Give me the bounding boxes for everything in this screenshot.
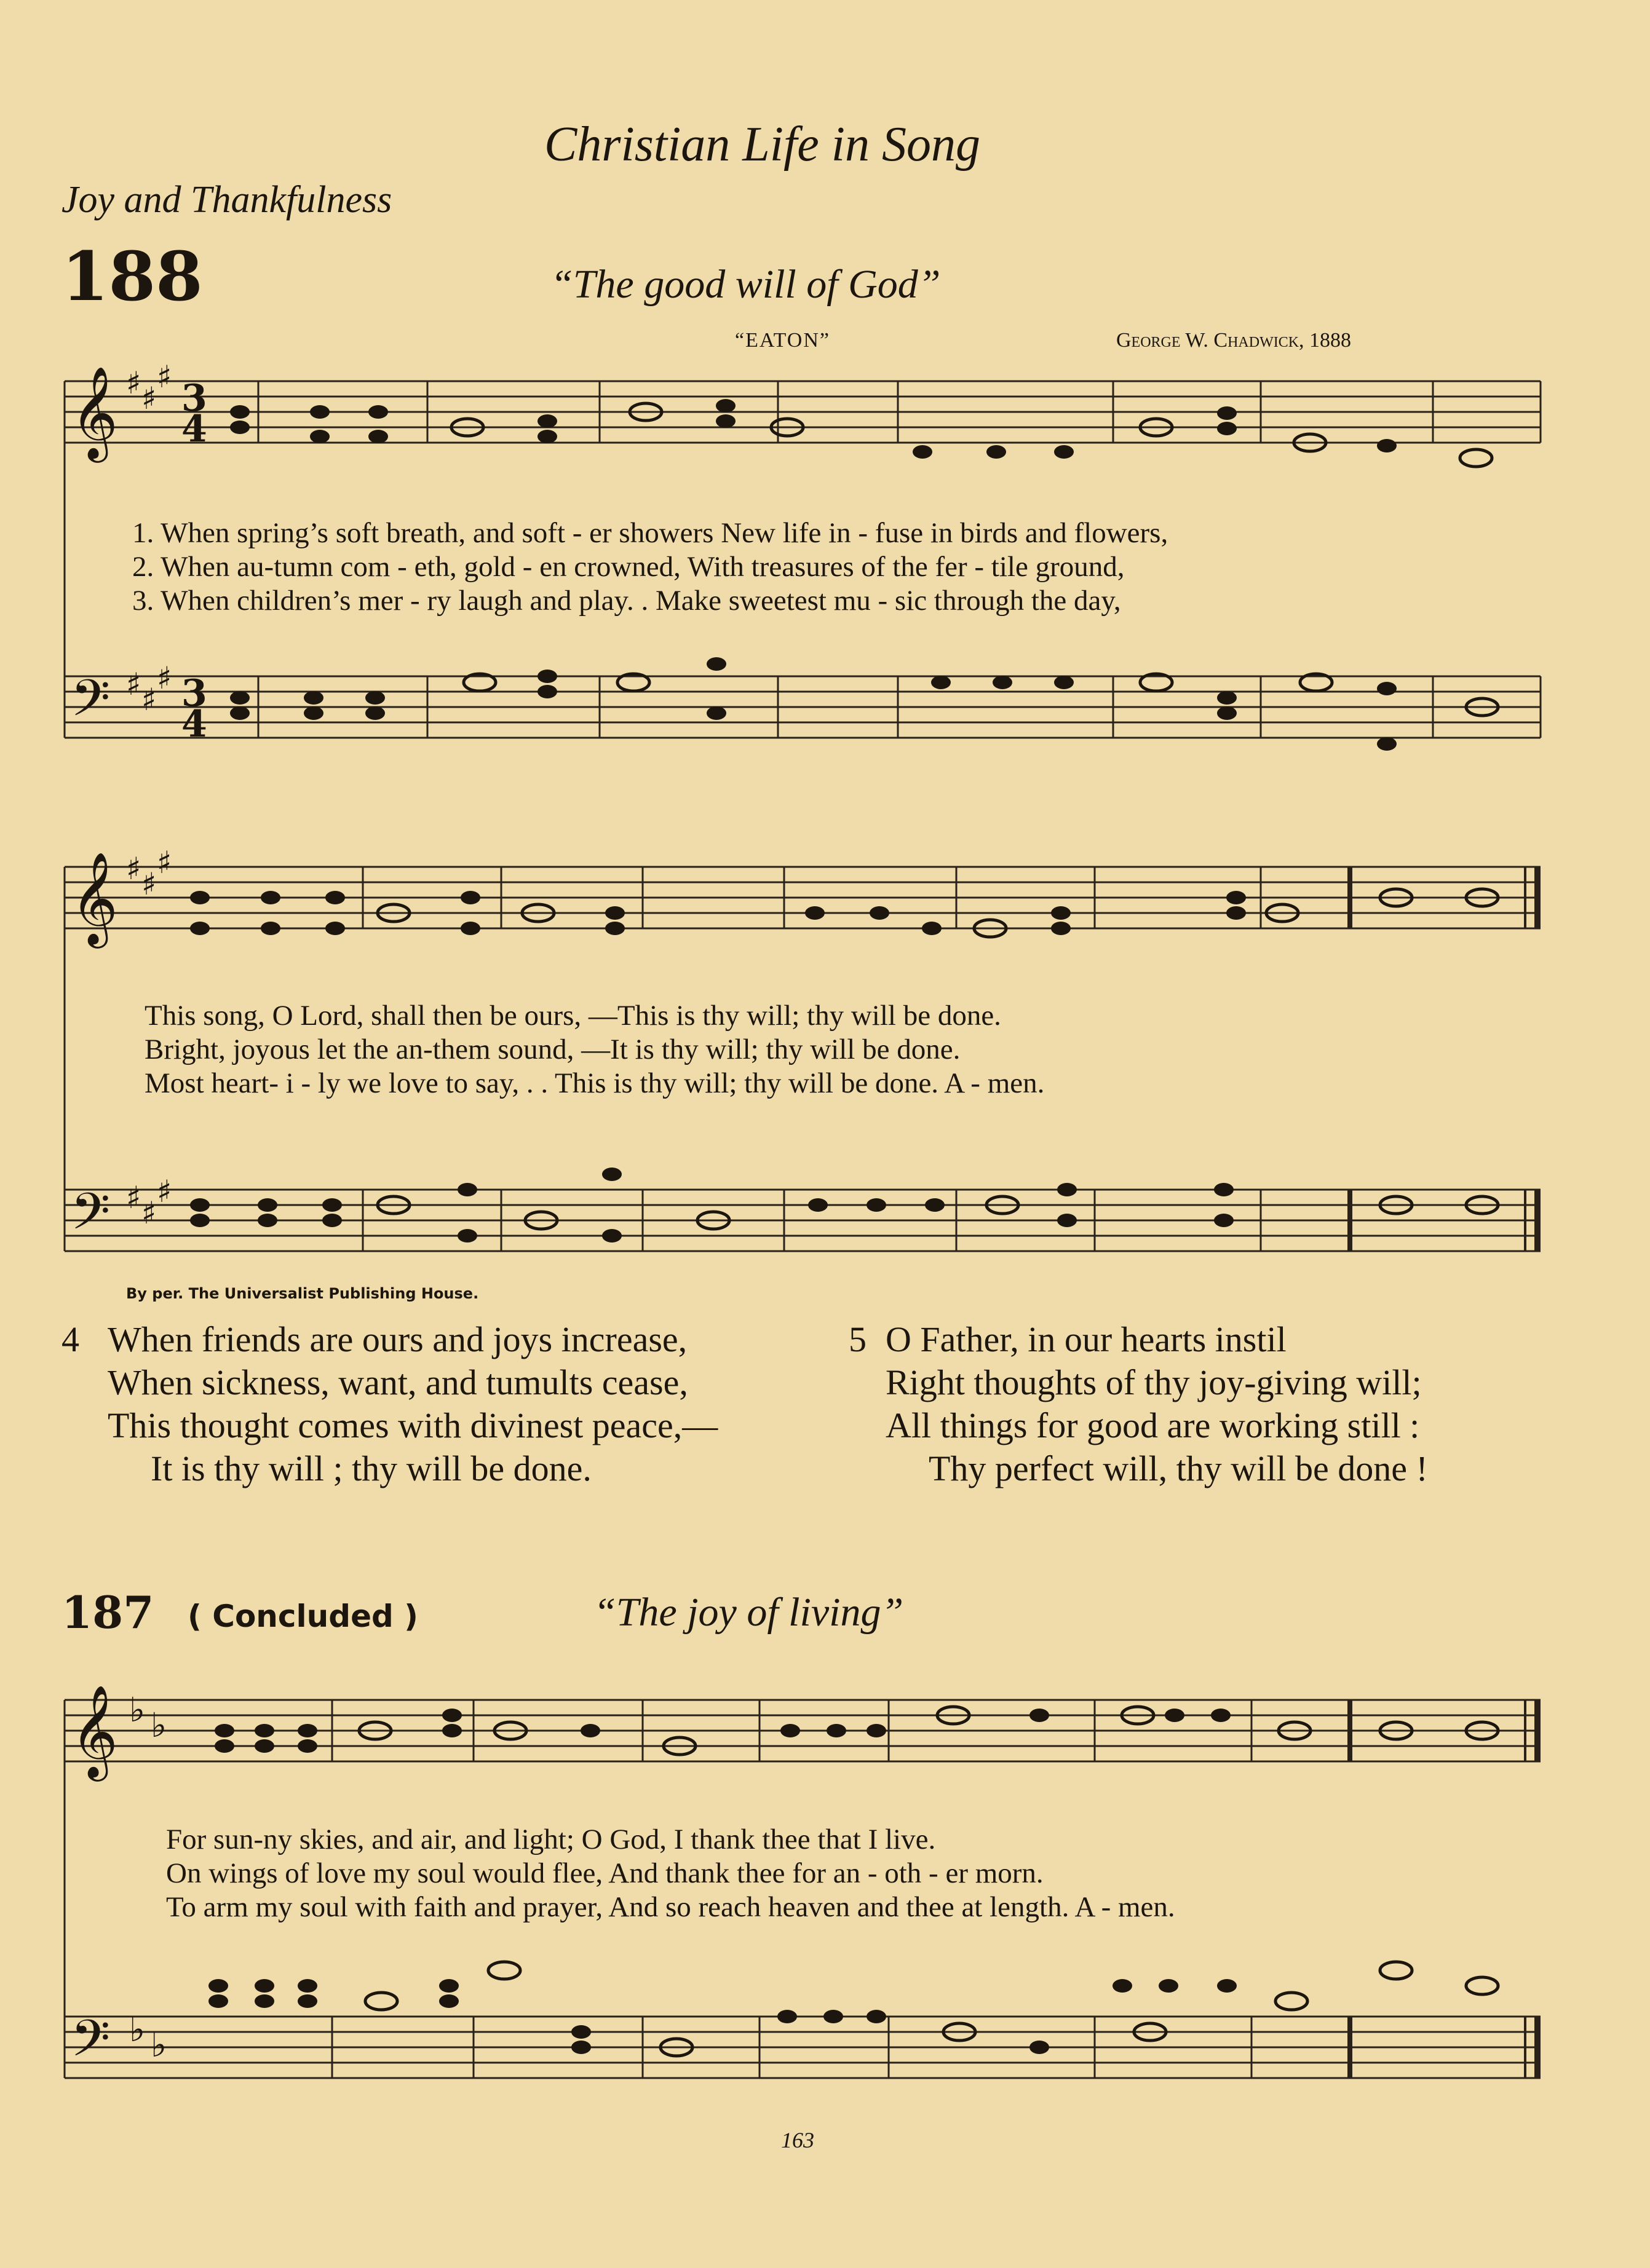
verse-5-line: Thy perfect will, thy will be done ! xyxy=(929,1448,1428,1488)
svg-text:♯: ♯ xyxy=(141,866,157,902)
svg-text:♯: ♯ xyxy=(157,660,172,696)
svg-text:𝄞: 𝄞 xyxy=(71,365,118,459)
section-heading: Joy and Thankfulness xyxy=(61,179,392,221)
svg-text:4: 4 xyxy=(181,408,207,451)
verse-5-line: O Father, in our hearts instil xyxy=(886,1319,1287,1359)
page-number: 163 xyxy=(781,2128,814,2152)
verse-4-line: When friends are ours and joys increase, xyxy=(108,1319,688,1359)
svg-text:♭: ♭ xyxy=(129,2010,145,2049)
svg-text:♭: ♭ xyxy=(129,1690,145,1729)
lyrics-line-4: This song, O Lord, shall then be ours, —This is thy will; thy will be done. xyxy=(145,1000,1001,1032)
lyrics-line-1: 1. When spring’s soft breath, and soft - er showers New life in - fuse in birds and flowers, xyxy=(132,517,1168,549)
svg-text:3: 3 xyxy=(181,672,207,715)
tune-name: “EATON” xyxy=(735,329,830,352)
svg-text:𝄞: 𝄞 xyxy=(71,1684,118,1777)
lyrics-line-2: 2. When au-tumn com - eth, gold - en crowned, With treasures of the fer - tile ground, xyxy=(132,551,1125,583)
lyrics-line-5: Bright, joyous let the an-them sound, —It is thy will; thy will be done. xyxy=(145,1033,961,1065)
svg-text:𝄢: 𝄢 xyxy=(71,2009,111,2080)
permission-credit: By per. The Universalist Publishing House. xyxy=(126,1285,479,1302)
svg-text:♯: ♯ xyxy=(157,1174,172,1209)
note-heads xyxy=(190,399,1397,2054)
svg-text:♯: ♯ xyxy=(157,845,172,880)
verse-5-line: Right thoughts of thy joy-giving will; xyxy=(886,1362,1422,1402)
composer: George W. Chadwick, 1888 xyxy=(1116,329,1352,352)
lyrics-line-9: To arm my soul with faith and prayer, And so reach heaven and thee at length. A - men. xyxy=(166,1891,1175,1923)
svg-text:♯: ♯ xyxy=(157,359,172,395)
svg-text:♭: ♭ xyxy=(151,1705,167,1745)
svg-text:𝄢: 𝄢 xyxy=(71,1182,111,1254)
lyrics-line-7: For sun-ny skies, and air, and light; O God, I thank thee that I live. xyxy=(166,1823,936,1855)
lyrics-line-8: On wings of love my soul would flee, And thank thee for an - oth - er morn. xyxy=(166,1857,1044,1889)
svg-text:𝄢: 𝄢 xyxy=(71,668,111,740)
book-title: Christian Life in Song xyxy=(544,117,980,172)
verse-5-line: All things for good are working still : xyxy=(886,1405,1420,1445)
verse-4-line: This thought comes with divinest peace,— xyxy=(108,1405,718,1445)
svg-text:♯: ♯ xyxy=(126,851,141,887)
half-notes xyxy=(359,403,1498,2056)
hymn-number-187: 187 xyxy=(61,1586,154,1638)
svg-text:♯: ♯ xyxy=(141,381,157,416)
verse-5-number: 5 xyxy=(849,1319,867,1359)
verse-4-line: When sickness, want, and tumults cease, xyxy=(108,1362,688,1402)
hymn-187-subtitle: “The joy of living” xyxy=(593,1590,904,1635)
svg-text:♯: ♯ xyxy=(141,1195,157,1231)
svg-text:♭: ♭ xyxy=(151,2025,167,2065)
svg-text:♯: ♯ xyxy=(126,365,141,401)
verse-4-line: It is thy will ; thy will be done. xyxy=(151,1448,592,1488)
svg-text:4: 4 xyxy=(181,703,207,746)
lyrics-line-6: Most heart- i - ly we love to say, . . This is thy will; thy will be done. A - men. xyxy=(145,1067,1045,1099)
hymn-188-subtitle: “The good will of God” xyxy=(550,262,941,307)
svg-text:3: 3 xyxy=(181,377,207,420)
verse-4-number: 4 xyxy=(61,1319,79,1359)
hymn-number-188: 188 xyxy=(61,237,203,316)
svg-text:♯: ♯ xyxy=(141,682,157,717)
concluded-label: ( Concluded ) xyxy=(188,1598,419,1634)
svg-text:♯: ♯ xyxy=(126,1180,141,1215)
svg-text:𝄞: 𝄞 xyxy=(71,851,118,944)
lyrics-line-3: 3. When children’s mer - ry laugh and play. . Make sweetest mu - sic through the day, xyxy=(132,585,1121,617)
svg-text:♯: ♯ xyxy=(126,666,141,702)
